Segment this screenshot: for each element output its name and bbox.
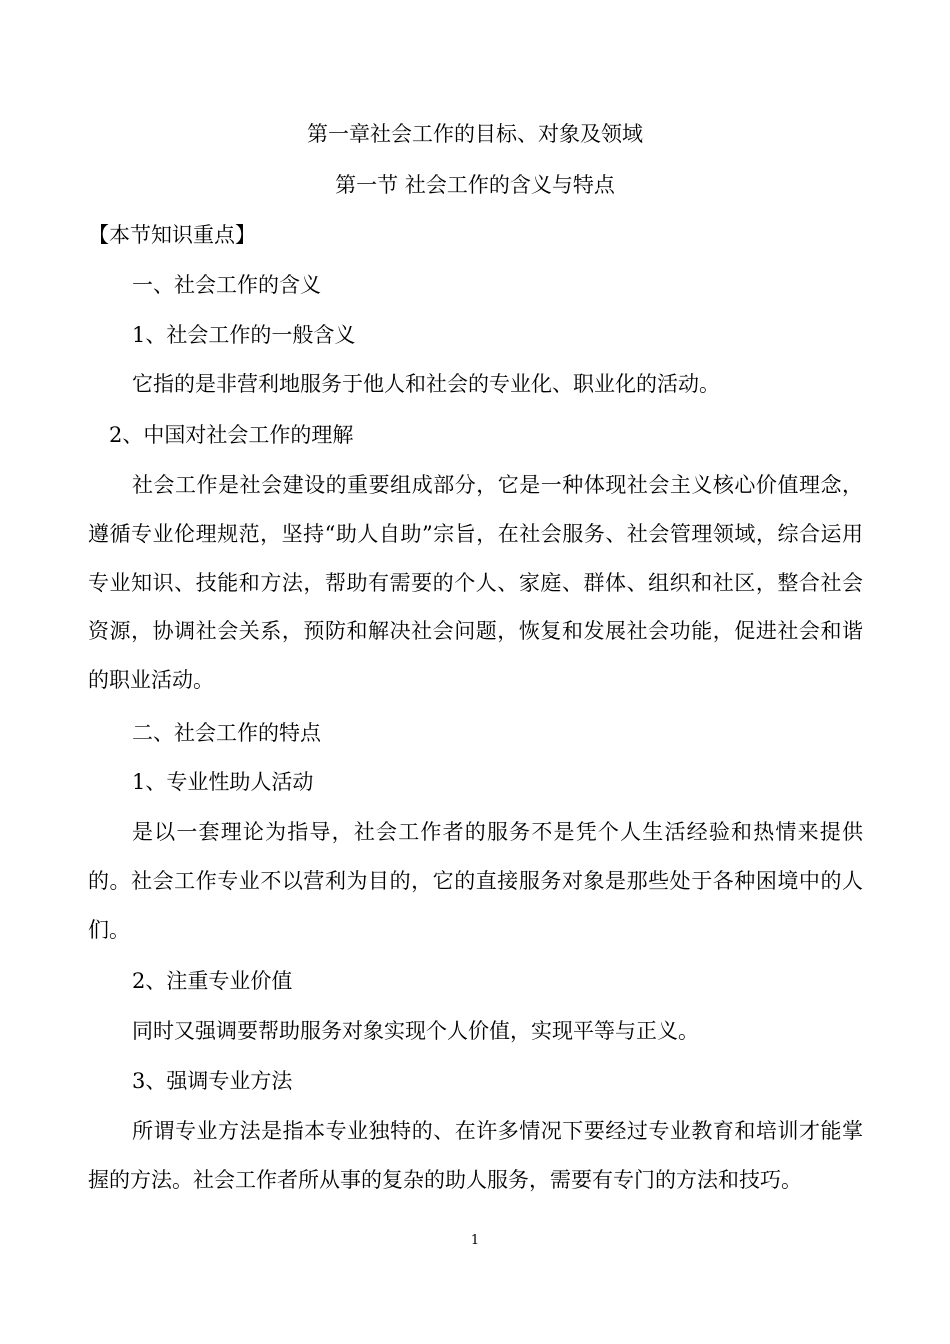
focus-label: 【本节知识重点】	[88, 223, 256, 247]
subheading-professional-methods: 3、强调专业方法	[132, 1069, 293, 1093]
subheading-professional-help: 1、专业性助人活动	[132, 770, 314, 794]
subheading-general-meaning: 1、社会工作的一般含义	[132, 323, 356, 347]
chapter-title: 第一章社会工作的目标、对象及领域	[307, 122, 643, 146]
subheading-china-understanding: 2、中国对社会工作的理解	[109, 423, 354, 447]
paragraph-professional-values: 同时又强调要帮助服务对象实现个人价值，实现平等与正义。	[132, 1019, 699, 1043]
paragraph-professional-help: 是以一套理论为指导，社会工作者的服务不是凭个人生活经验和热情来提供的。社会工作专业不以营利为目的，它的直接服务对象是那些处于各种困境中的人们。	[88, 820, 863, 942]
paragraph-professional-methods: 所谓专业方法是指本专业独特的、在许多情况下要经过专业教育和培训才能掌握的方法。社会工作者所从事的复杂的助人服务，需要有专门的方法和技巧。	[88, 1119, 863, 1192]
subheading-professional-values: 2、注重专业价值	[132, 969, 293, 993]
page-number: 1	[470, 1233, 480, 1248]
heading-meaning: 一、社会工作的含义	[132, 273, 321, 297]
paragraph-general-meaning: 它指的是非营利地服务于他人和社会的专业化、职业化的活动。	[132, 372, 720, 396]
heading-characteristics: 二、社会工作的特点	[132, 721, 321, 745]
section-title: 第一节 社会工作的含义与特点	[335, 173, 615, 197]
paragraph-china-understanding: 社会工作是社会建设的重要组成部分，它是一种体现社会主义核心价值理念，遵循专业伦理规范，坚持“助人自助”宗旨，在社会服务、社会管理领域，综合运用专业知识、技能和方法，帮助有需要的个人、家庭、群体、组织和社区，整合社会资源，协调社会关系，预防和解决社会问题，恢复和发展社会功能，促进社会和谐的职业活动。	[88, 473, 863, 693]
